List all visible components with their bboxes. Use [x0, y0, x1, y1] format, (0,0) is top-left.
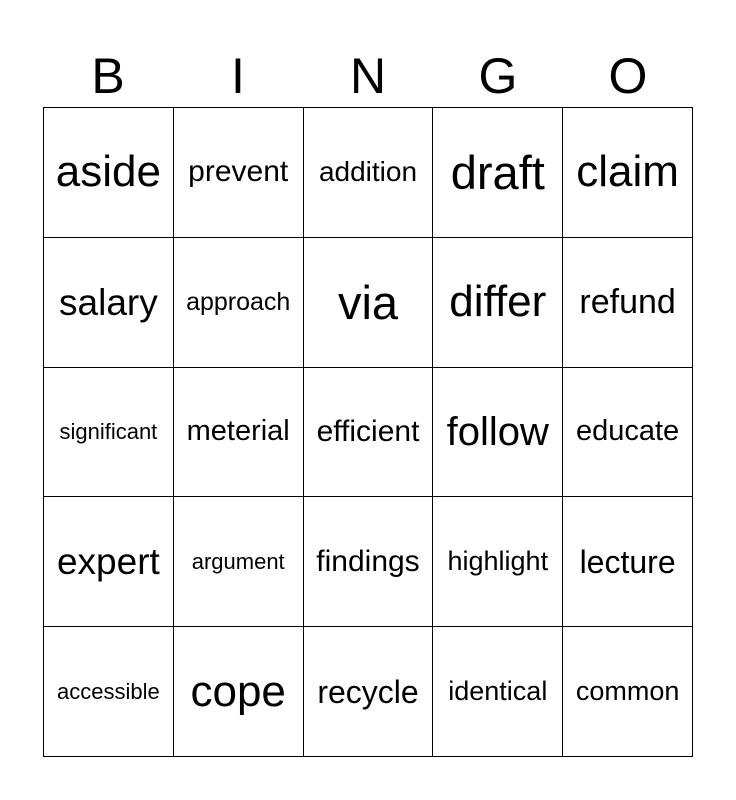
- bingo-cell[interactable]: refund: [563, 238, 693, 368]
- bingo-header: [43, 44, 693, 108]
- bingo-cell[interactable]: aside: [44, 108, 174, 238]
- bingo-cell[interactable]: expert: [44, 497, 174, 627]
- bingo-cell[interactable]: cope: [174, 627, 304, 757]
- bingo-cell[interactable]: efficient: [304, 368, 434, 498]
- bingo-cell[interactable]: identical: [433, 627, 563, 757]
- bingo-cell[interactable]: highlight: [433, 497, 563, 627]
- bingo-cell[interactable]: claim: [563, 108, 693, 238]
- bingo-cell[interactable]: addition: [304, 108, 434, 238]
- header-letter-o: O: [608, 48, 648, 104]
- bingo-cell[interactable]: meterial: [174, 368, 304, 498]
- bingo-cell[interactable]: approach: [174, 238, 304, 368]
- bingo-cell[interactable]: follow: [433, 368, 563, 498]
- bingo-cell[interactable]: recycle: [304, 627, 434, 757]
- bingo-cell[interactable]: significant: [44, 368, 174, 498]
- bingo-cell[interactable]: accessible: [44, 627, 174, 757]
- bingo-cell[interactable]: argument: [174, 497, 304, 627]
- header-letter-b: B: [91, 48, 125, 104]
- bingo-cell[interactable]: educate: [563, 368, 693, 498]
- header-letter-g: G: [478, 48, 518, 104]
- bingo-cell[interactable]: findings: [304, 497, 434, 627]
- header-letter-n: N: [349, 48, 387, 104]
- bingo-cell[interactable]: common: [563, 627, 693, 757]
- bingo-board: [43, 107, 693, 757]
- bingo-cell[interactable]: draft: [433, 108, 563, 238]
- bingo-cell[interactable]: lecture: [563, 497, 693, 627]
- bingo-cell[interactable]: prevent: [174, 108, 304, 238]
- bingo-cell[interactable]: salary: [44, 238, 174, 368]
- header-letter-i: I: [231, 48, 245, 104]
- bingo-cell[interactable]: via: [304, 238, 434, 368]
- bingo-cell[interactable]: differ: [433, 238, 563, 368]
